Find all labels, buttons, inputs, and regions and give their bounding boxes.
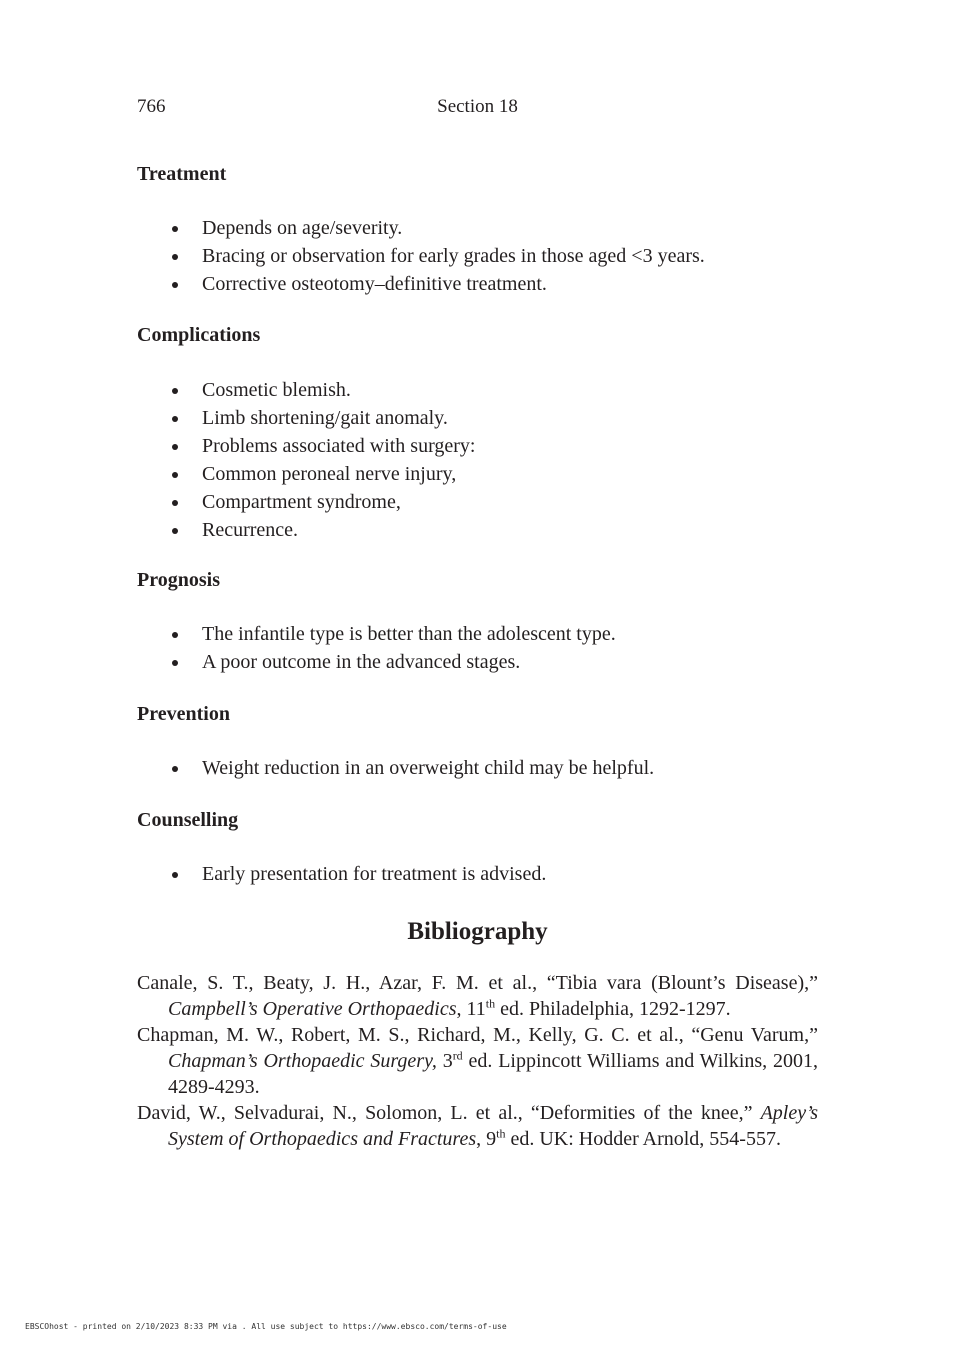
reference-separator: , bbox=[456, 998, 467, 1020]
treatment-list bbox=[137, 214, 837, 298]
list-item-text: Compartment syndrome, bbox=[202, 491, 401, 513]
list-item bbox=[137, 376, 837, 404]
reference-source: Apley’s System of Orthopaedics and Fractures bbox=[168, 1102, 818, 1150]
reference-tail: ed. Philadelphia, 1292-1297. bbox=[495, 998, 731, 1020]
reference-edition-suffix: rd bbox=[452, 1048, 463, 1063]
bullet-icon bbox=[172, 872, 178, 878]
reference-tail: ed. Lippincott Williams and Wilkins, 2001, 4289-4293. bbox=[168, 1050, 819, 1098]
section-heading-prognosis: Prognosis bbox=[137, 569, 220, 591]
reference-source: Chapman’s Orthopaedic Surgery, bbox=[168, 1050, 437, 1072]
reference-item bbox=[137, 1100, 818, 1152]
section-heading-treatment: Treatment bbox=[137, 163, 227, 185]
list-item-text: Common peroneal nerve injury, bbox=[202, 463, 457, 485]
reference-authors: Canale, S. T., Beaty, J. H., Azar, F. M. et al., “Tibia vara (Blount’s Disease),” bbox=[137, 972, 818, 994]
list-item-text: Recurrence. bbox=[202, 519, 299, 541]
page-number: 766 bbox=[137, 96, 166, 117]
list-item bbox=[137, 242, 837, 270]
bibliography-title: Bibliography bbox=[407, 918, 548, 945]
list-item-text: Weight reduction in an overweight child may be helpful. bbox=[202, 757, 655, 779]
section-heading-complications: Complications bbox=[137, 324, 261, 346]
section-heading-prevention: Prevention bbox=[137, 703, 230, 725]
complications-list bbox=[137, 376, 837, 544]
section-heading-counselling: Counselling bbox=[137, 809, 239, 831]
list-item-text: Cosmetic blemish. bbox=[202, 379, 351, 401]
reference-item bbox=[137, 1022, 818, 1100]
reference-source: Campbell’s Operative Orthopaedics bbox=[168, 998, 457, 1020]
bullet-icon bbox=[172, 528, 178, 534]
reference-edition: 9 bbox=[486, 1128, 497, 1150]
list-item bbox=[137, 860, 837, 888]
list-item bbox=[137, 270, 837, 298]
list-item bbox=[137, 460, 837, 488]
list-item-text: Problems associated with surgery: bbox=[202, 435, 476, 457]
list-item-text: Depends on age/severity. bbox=[202, 217, 403, 239]
reference-edition: 11 bbox=[466, 998, 486, 1020]
reference-separator: , bbox=[476, 1128, 487, 1150]
list-item-text: Corrective osteotomy–definitive treatment. bbox=[202, 273, 547, 295]
reference-authors: Chapman, M. W., Robert, M. S., Richard, M., Kelly, G. C. et al., “Genu Varum,” bbox=[137, 1024, 818, 1046]
list-item bbox=[137, 620, 837, 648]
list-item-text: Early presentation for treatment is advised. bbox=[202, 863, 547, 885]
list-item bbox=[137, 754, 837, 782]
list-item bbox=[137, 488, 837, 516]
bullet-icon bbox=[172, 472, 178, 478]
reference-list bbox=[137, 970, 818, 1152]
reference-authors: David, W., Selvadurai, N., Solomon, L. et al., “Deformities of the knee,” bbox=[137, 1102, 753, 1124]
counselling-list bbox=[137, 860, 837, 888]
prognosis-list bbox=[137, 620, 837, 676]
prevention-list bbox=[137, 754, 837, 782]
list-item bbox=[137, 404, 837, 432]
reference-tail: ed. UK: Hodder Arnold, 554-557. bbox=[505, 1128, 781, 1150]
bullet-icon bbox=[172, 388, 178, 394]
bullet-icon bbox=[172, 444, 178, 450]
bullet-icon bbox=[172, 660, 178, 666]
bullet-icon bbox=[172, 500, 178, 506]
list-item bbox=[137, 516, 837, 544]
list-item bbox=[137, 648, 837, 676]
list-item-text: A poor outcome in the advanced stages. bbox=[202, 651, 521, 673]
bullet-icon bbox=[172, 282, 178, 288]
list-item bbox=[137, 432, 837, 460]
reference-edition-suffix: th bbox=[496, 1126, 506, 1141]
list-item-text: Bracing or observation for early grades in those aged <3 years. bbox=[202, 245, 705, 267]
reference-edition-suffix: th bbox=[485, 996, 496, 1011]
print-footer: EBSCOhost - printed on 2/10/2023 8:33 PM via . All use subject to https://www.ebsco.com/terms-of-use bbox=[25, 1322, 507, 1331]
reference-edition: 3 bbox=[442, 1050, 453, 1072]
bullet-icon bbox=[172, 226, 178, 232]
bullet-icon bbox=[172, 254, 178, 260]
bullet-icon bbox=[172, 632, 178, 638]
bullet-icon bbox=[172, 416, 178, 422]
list-item-text: The infantile type is better than the adolescent type. bbox=[202, 623, 616, 645]
reference-item bbox=[137, 970, 818, 1022]
running-head: Section 18 bbox=[437, 96, 518, 117]
bullet-icon bbox=[172, 766, 178, 772]
list-item bbox=[137, 214, 837, 242]
list-item-text: Limb shortening/gait anomaly. bbox=[202, 407, 448, 429]
